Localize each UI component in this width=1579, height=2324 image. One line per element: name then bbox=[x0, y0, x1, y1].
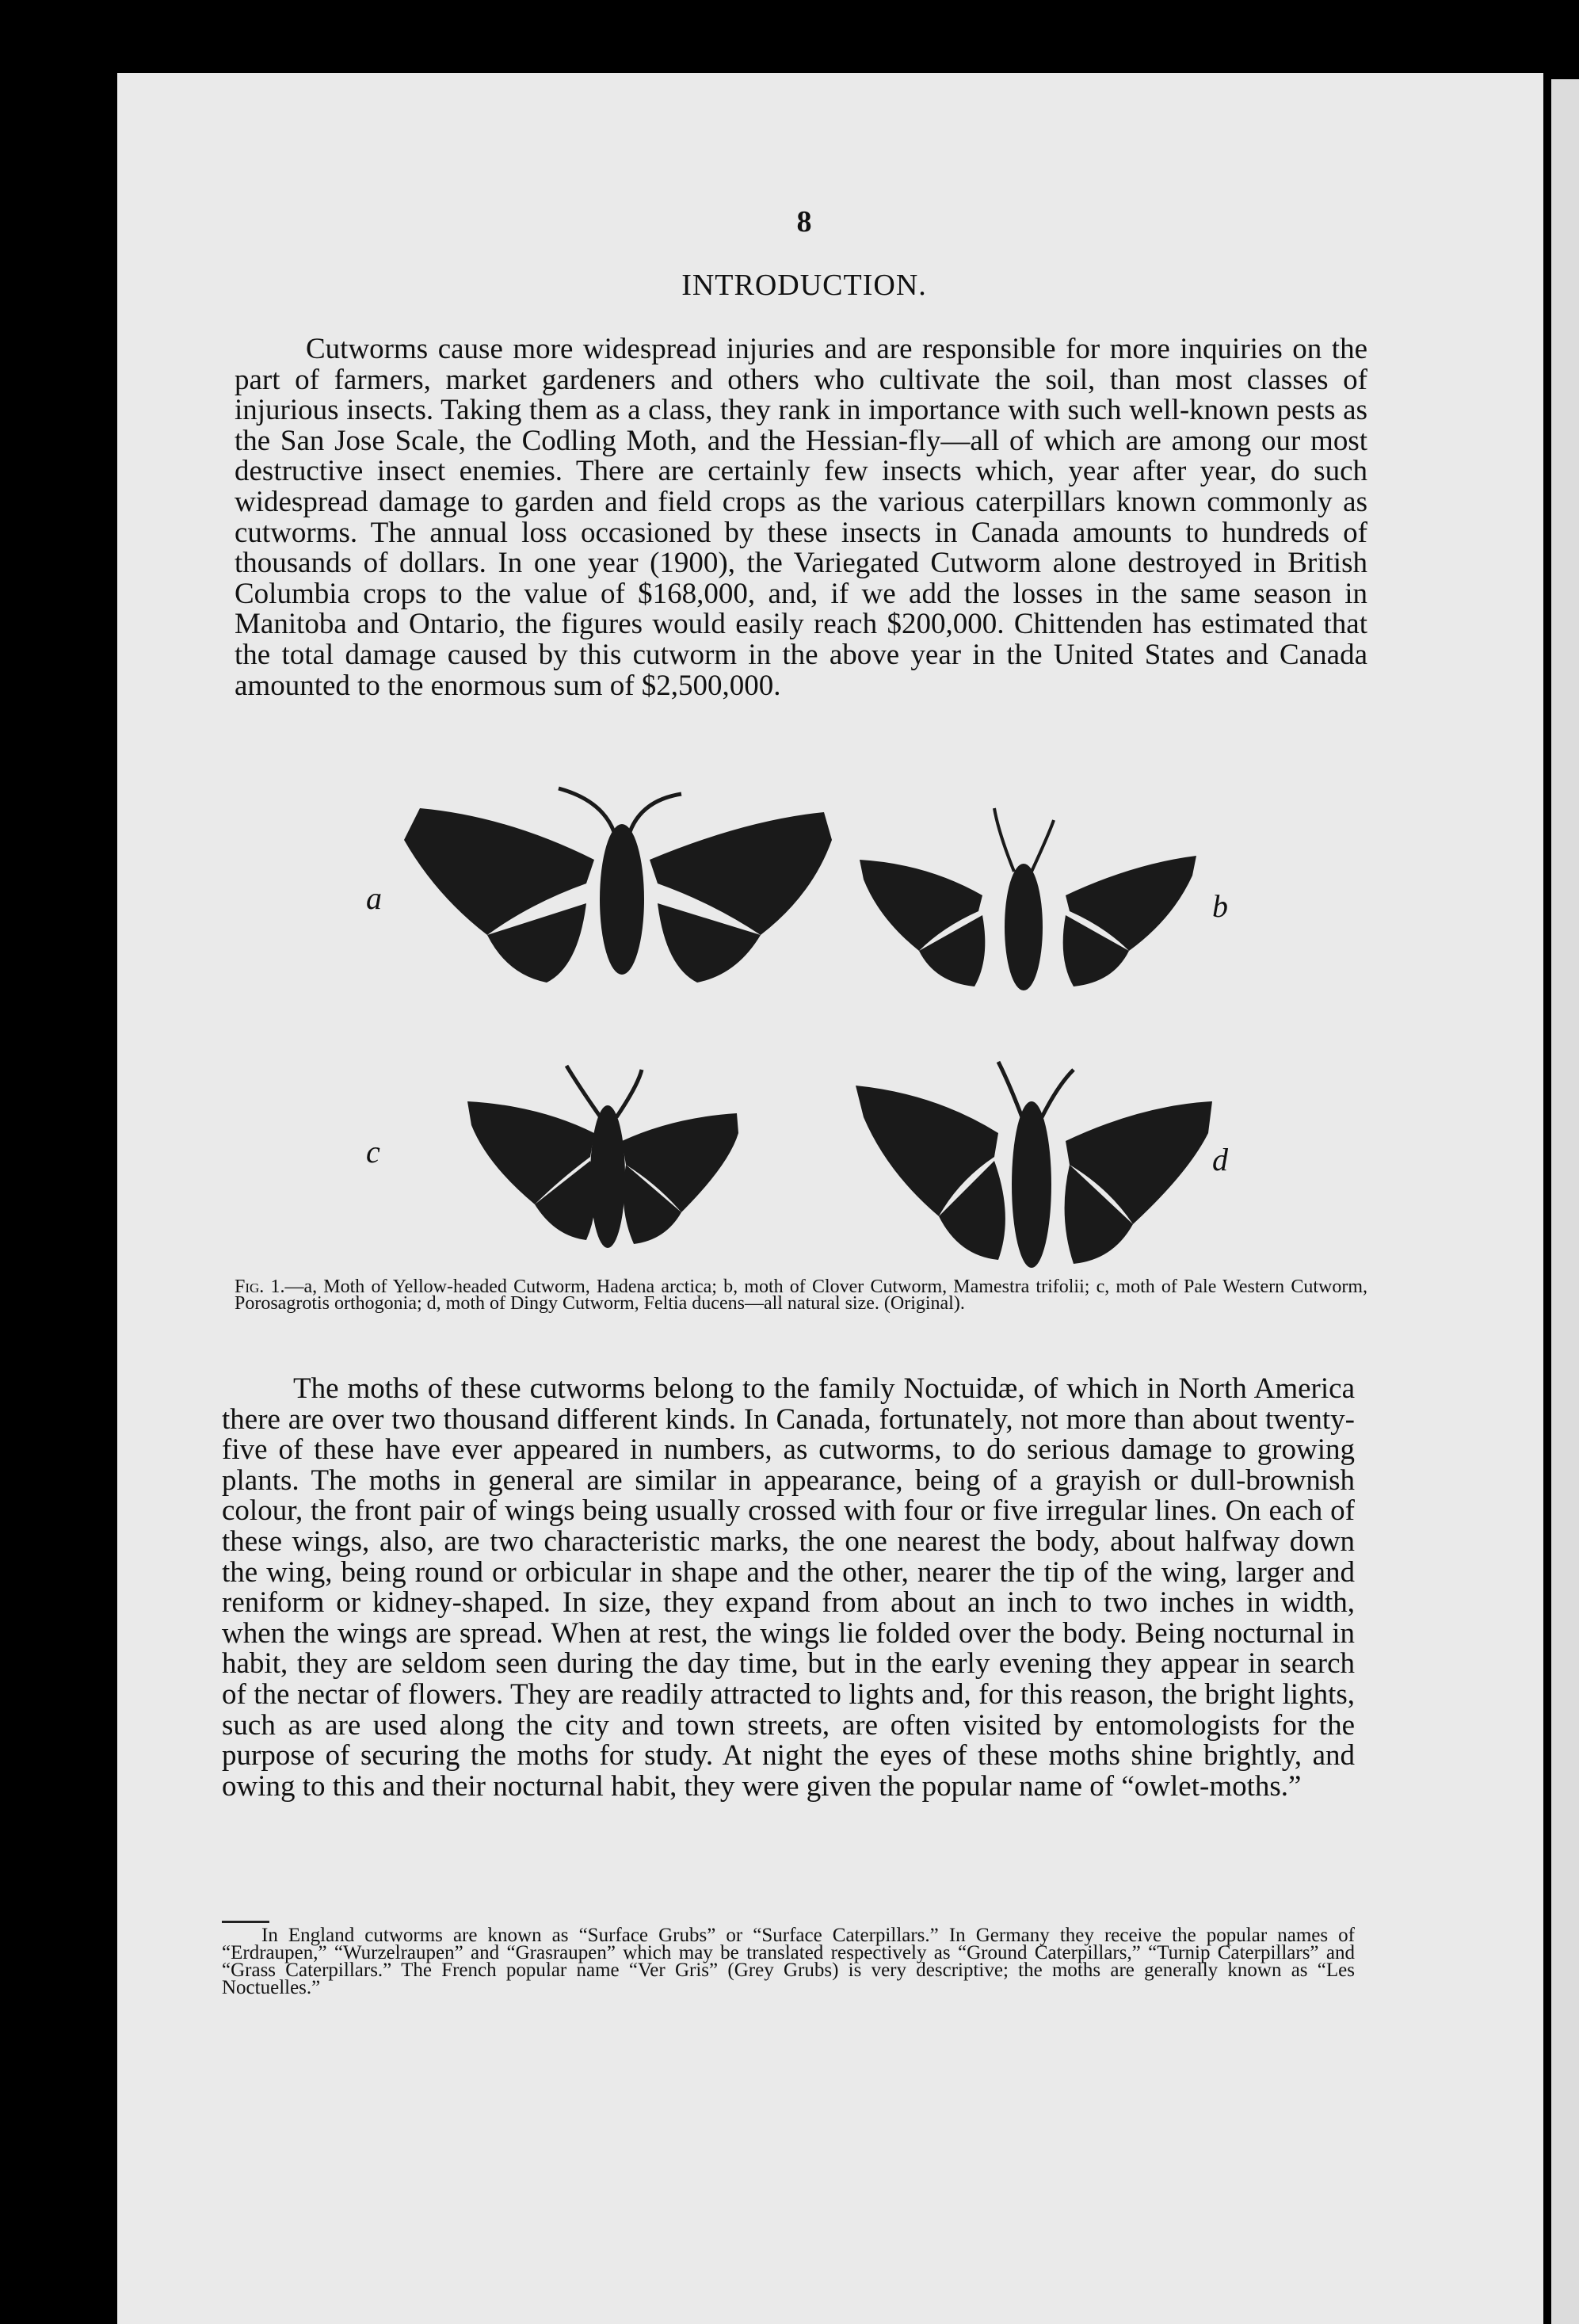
figure-label-c: c bbox=[366, 1134, 380, 1170]
intro-paragraph: Cutworms cause more widespread injuries and are responsible for more inquiries on the part of farmers, market gardeners and others who cultivate the soil, than most classes of injurious insects. Taking them as a class, they rank in importance with such well-known pests as the San Jose Scale, the Codling Moth, and the Hessian-fly—all of which are among our most destructive insect enemies. There are certainly few insects which, year after year, do such widespread damage to garden and field crops as the various caterpillars known commonly as cutworms. The annual loss occasioned by these insects in Canada amounts to hundreds of thousands of dollars. In one year (1900), the Variegated Cutworm alone destroyed in British Columbia crops to the value of $168,000, and, if we add the losses in the same season in Manitoba and Ontario, the figures would easily reach $200,000. Chittenden has estimated that the total damage caused by this cutworm in the above year in the United States and Canada amounted to the enormous sum of $2,500,000. bbox=[235, 333, 1367, 702]
caption-lead: Fig. 1. bbox=[235, 1276, 285, 1297]
next-page-edge bbox=[1551, 79, 1579, 2324]
moth-d-illustration bbox=[856, 1062, 1212, 1268]
caption-text: —a, Moth of Yellow-headed Cutworm, Hadena arctica; b, moth of Clover Cutworm, Mamestra trifolii; c, moth of Pale Western Cutworm, Porosagrotis orthogonia; d, moth of Dingy Cutworm, Feltia ducens—all natural size. (Original). bbox=[235, 1276, 1367, 1314]
moth-c-illustration bbox=[467, 1066, 738, 1248]
moth-illustrations bbox=[349, 784, 1260, 1284]
moths-paragraph: The moths of these cutworms belong to the family Noctuidæ, of which in North America there are over two thousand different kinds. In Canada, fortunately, not more than about twenty-five of these have ever appeared in numbers, as cutworms, to do serious damage to growing plants. The moths in general are similar in appearance, being of a grayish or dull-brownish colour, the front pair of wings being usually crossed with four or five irregular lines. On each of these wings, also, are two characteristic marks, the one nearest the body, about halfway down the wing, being round or orbicular in shape and the other, nearer the tip of the wing, larger and reniform or kidney-shaped. In size, they expand from about an inch to two inches in width, when the wings are spread. When at rest, the wings lie folded over the body. Being nocturnal in habit, they are seldom seen during the day time, but in the early evening they appear in search of the nectar of flowers. They are readily attracted to lights and, for this reason, the bright lights, such as are used along the city and town streets, are often visited by entomologists for the purpose of securing the moths for study. At night the eyes of these moths shine brightly, and owing to this and their nocturnal habit, they were given the popular name of “owlet-moths.” bbox=[222, 1372, 1355, 1803]
footnote-divider bbox=[222, 1921, 269, 1923]
moth-b-illustration bbox=[860, 808, 1196, 990]
figure-label-d: d bbox=[1212, 1142, 1228, 1177]
footnote: In England cutworms are known as “Surface Grubs” or “Surface Caterpillars.” In Germany they receive the popular names of “Erdraupen,” “Wurzelraupen” and “Grasraupen” which may be translated respectively as “Ground Caterpillars,” “Turnip Caterpillars” and “Grass Caterpillars.” The French popular name “Ver Gris” (Grey Grubs) is very descriptive; the moths are generally known as “Les Noctuelles.” bbox=[222, 1925, 1355, 1998]
section-title: INTRODUCTION. bbox=[681, 269, 927, 302]
page-number: 8 bbox=[796, 205, 812, 239]
figure-label-a: a bbox=[366, 880, 382, 916]
moth-figure bbox=[349, 784, 1260, 1284]
moth-a-illustration bbox=[404, 788, 832, 983]
figure-label-b: b bbox=[1212, 888, 1228, 924]
figure-caption bbox=[235, 1276, 1367, 1314]
